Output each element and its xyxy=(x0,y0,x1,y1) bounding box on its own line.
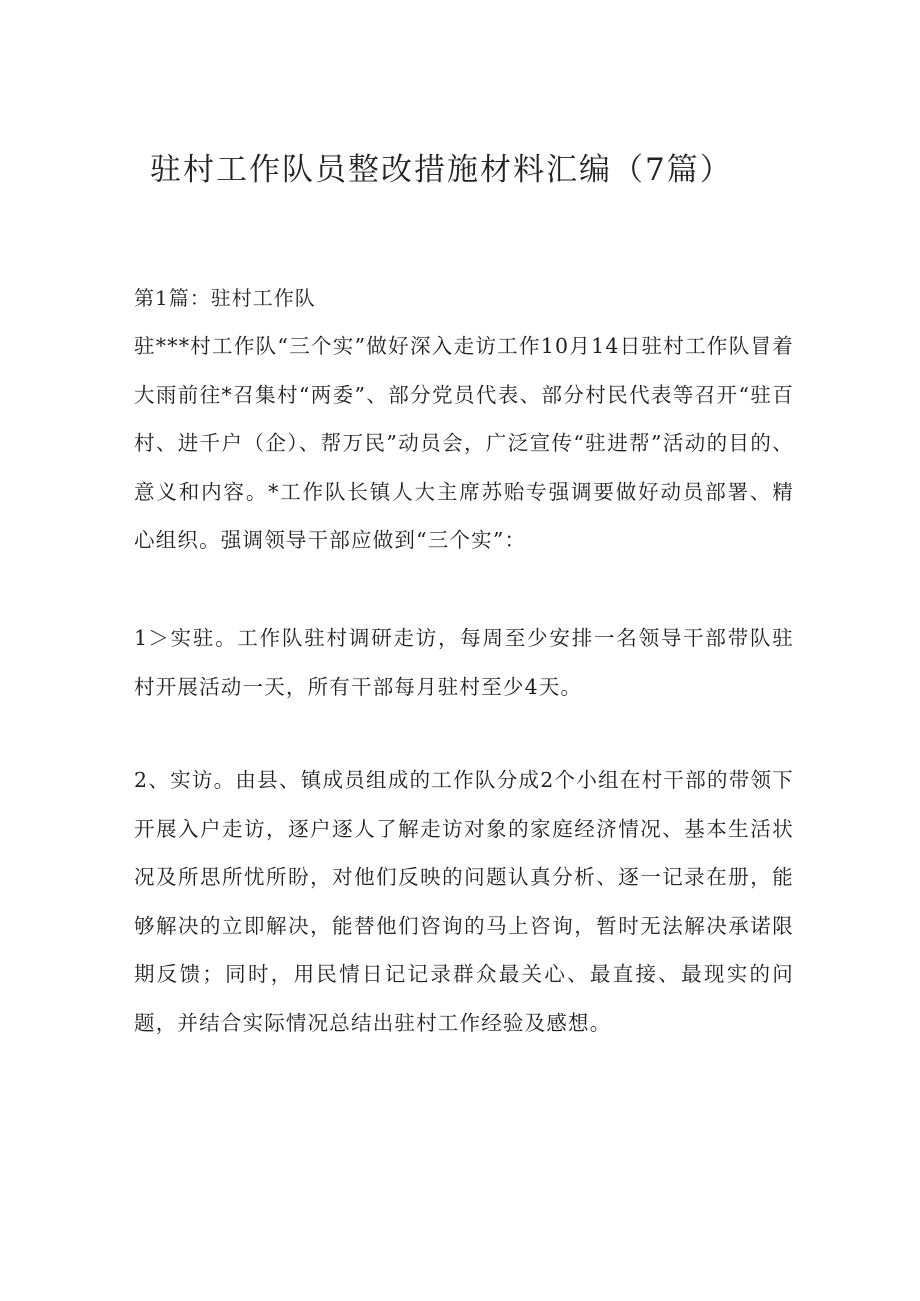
document-title: 驻村工作队员整改措施材料汇编（7篇） xyxy=(150,152,733,188)
paragraph-point-2: 2、实访。由县、镇成员组成的工作队分成2个小组在村干部的带领下开展入户走访，逐户逐人了解走访对象的家庭经济情况、基本生活状况及所思所忧所盼，对他们反映的问题认真分析、逐一记录在册，能够解决的立即解决，能替他们咨询的马上咨询，暂时无法解决承诺限期反馈；同时，用民情日记记录群众最关心、最直接、最现实的问题，并结合实际情况总结出驻村工作经验及感想。 xyxy=(134,768,794,1035)
section-heading: 第1篇：驻村工作队 xyxy=(134,286,316,310)
paragraph-intro: 驻***村工作队“三个实”做好深入走访工作10月14日驻村工作队冒着大雨前往*召集村“两委”、部分党员代表、部分村民代表等召开“驻百村、进千户（企）、帮万民”动员会，广泛宣传“驻进帮”活动的目的、意义和内容。*工作队长镇人大主席苏贻专强调要做好动员部署、精心组织。强调领导干部应做到“三个实”： xyxy=(134,334,794,552)
paragraph-point-1: 1＞实驻。工作队驻村调研走访，每周至少安排一名领导干部带队驻村开展活动一天，所有干部每月驻村至少4天。 xyxy=(134,626,794,699)
